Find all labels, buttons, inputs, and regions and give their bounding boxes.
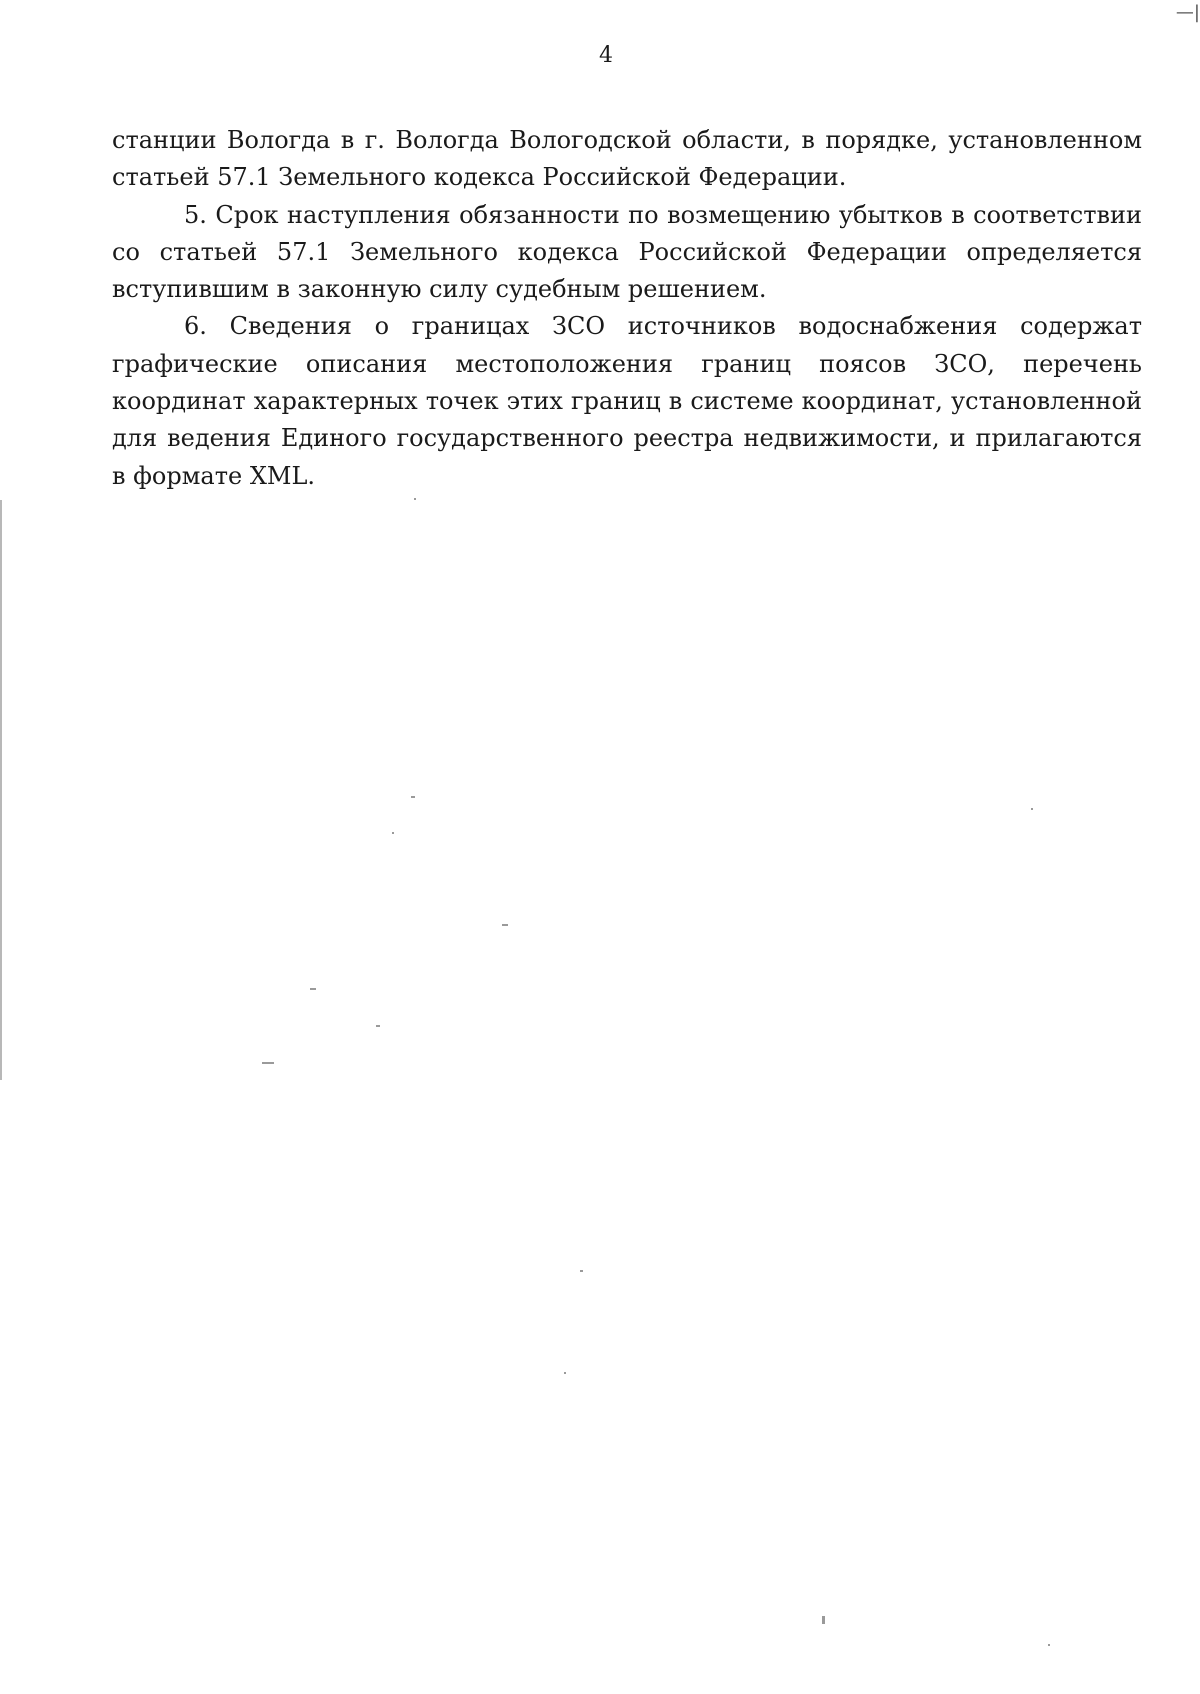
scan-speck [1031,808,1033,810]
scan-speck [414,498,416,500]
paragraph-item-6: 6. Сведения о границах ЗСО источников водоснабжения содержат графические описания местоположения границ поясов ЗСО, перечень координат характерных точек этих границ в системе координат, установленной для ведения Единого государственного реестра недвижимости, и прилагаются в формате XML. [112,312,1142,490]
page-number: 4 [599,43,613,68]
scan-speck [392,832,394,834]
scan-speck [376,1025,380,1027]
scan-speck [822,1616,825,1624]
document-body [112,122,1142,495]
paragraph-item-5: 5. Срок наступления обязанности по возмещению убытков в соответствии со статьей 57.1 Земельного кодекса Российской Федерации определяется вступившим в законную силу судебным решением. [112,200,1142,304]
scan-speck [411,796,415,798]
paragraph-continuation: станции Вологда в г. Вологда Вологодской области, в порядке, установленном статьей 57.1 Земельного кодекса Российской Федерации. [112,126,1142,192]
scan-speck [310,988,316,990]
scan-edge-line [0,500,2,1080]
scan-speck [580,1270,583,1272]
scan-speck [502,924,508,926]
scan-speck [262,1062,274,1064]
scan-speck [564,1372,566,1374]
scan-corner-mark: —| [1175,2,1200,23]
scan-speck [1048,1644,1050,1646]
